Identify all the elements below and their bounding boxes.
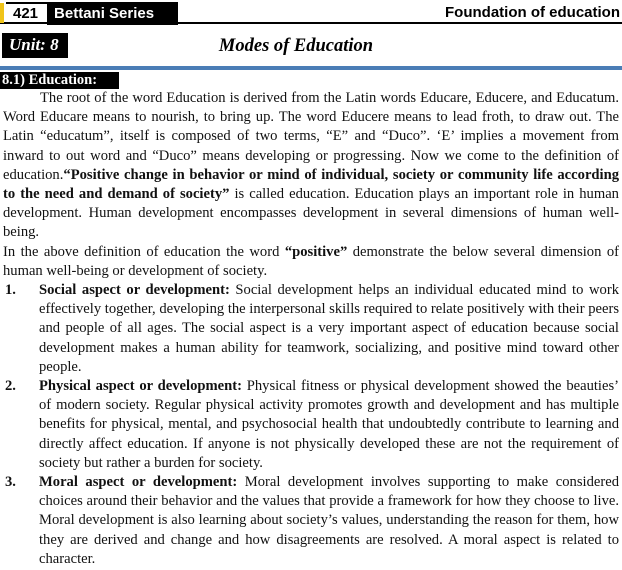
page-number: 421 xyxy=(13,5,39,22)
unit-label: Unit: 8 xyxy=(2,33,68,58)
list-item-body xyxy=(39,377,619,473)
section-heading: 8.1) Education: xyxy=(0,72,119,90)
list-item-heading: Social aspect or development: xyxy=(39,282,230,299)
text-segment: Physical fitness or physical development showed the beauties’ of modern society. Regular physical activity promotes growth and development and has multiple benefits for physical, mental, and psychosocial health that undoubtedly contribute to learning and directly affect education. If anyone is not physically developed these are not the requirement of society but rather a burden for society. xyxy=(39,378,619,471)
aspects-list xyxy=(3,281,619,569)
page-title: Modes of Education xyxy=(218,36,374,56)
list-item-number: 3. xyxy=(5,474,16,491)
list-item-moral-aspect xyxy=(3,473,619,569)
page-edge-highlight xyxy=(0,3,4,23)
paragraph-positive-intro xyxy=(3,243,619,281)
list-item-number: 1. xyxy=(5,282,16,299)
list-item-heading: Moral aspect or development: xyxy=(39,474,238,491)
text-segment: demonstrate the below several dimension of human well-being or development of society. xyxy=(3,243,619,279)
series-label: Bettani Series xyxy=(47,4,178,25)
section-divider-rule xyxy=(0,66,622,70)
text-segment: The root of the word Education is derived from the Latin words Educare, Educere, and Educatum. Word Educare means to nourish, to bring up. The word Educere means to lead froth, to draw out. The Latin “educatum”, itself is composed of two terms, “E” and “Duco”. ‘E’ implies a movement from inward to out word and “Duco” means developing or progressing. Now we come to the definition of education. xyxy=(3,90,619,183)
list-item-number: 2. xyxy=(5,378,16,395)
text-segment: Moral development involves supporting to make considered choices around their behavior and the values that provide a framework for how they choose to live. Moral development is also learning about society’s values, understanding the reason for them, how they are derived and change and how disagreements are resolved. A moral aspect is related to character. xyxy=(39,474,619,567)
text-segment: Social development helps an individual educated mind to work effectively together, developing the interpersonal skills required to relate positively with their peers and people of all ages. The social aspect is a very important aspect of education because social development makes a human ability for teamwork, socializing, and positive mind toward other people. xyxy=(39,282,619,375)
title-bar xyxy=(0,33,622,59)
list-item-physical-aspect xyxy=(3,377,619,473)
list-item-body xyxy=(39,473,619,569)
list-item-social-aspect xyxy=(3,281,619,377)
bold-positive-word: “positive” xyxy=(284,243,348,260)
paragraph-education-root xyxy=(3,89,619,243)
book-title: Foundation of education xyxy=(445,4,620,21)
section-heading-row xyxy=(0,71,622,89)
header-left-group xyxy=(6,2,178,25)
body-text xyxy=(0,88,622,569)
list-item-heading: Physical aspect or development: xyxy=(39,378,242,395)
bold-definition-quote: “Positive change in behavior or mind of individual, society or community life according to the need and demand of society” xyxy=(3,166,619,203)
text-segment: is called education. Education plays an important role in human development. Human development encompasses development in several dimensions of human well-being. xyxy=(3,186,619,241)
page-header xyxy=(0,0,622,24)
text-segment: In the above definition of education the word xyxy=(3,243,285,260)
list-item-body xyxy=(39,281,619,377)
